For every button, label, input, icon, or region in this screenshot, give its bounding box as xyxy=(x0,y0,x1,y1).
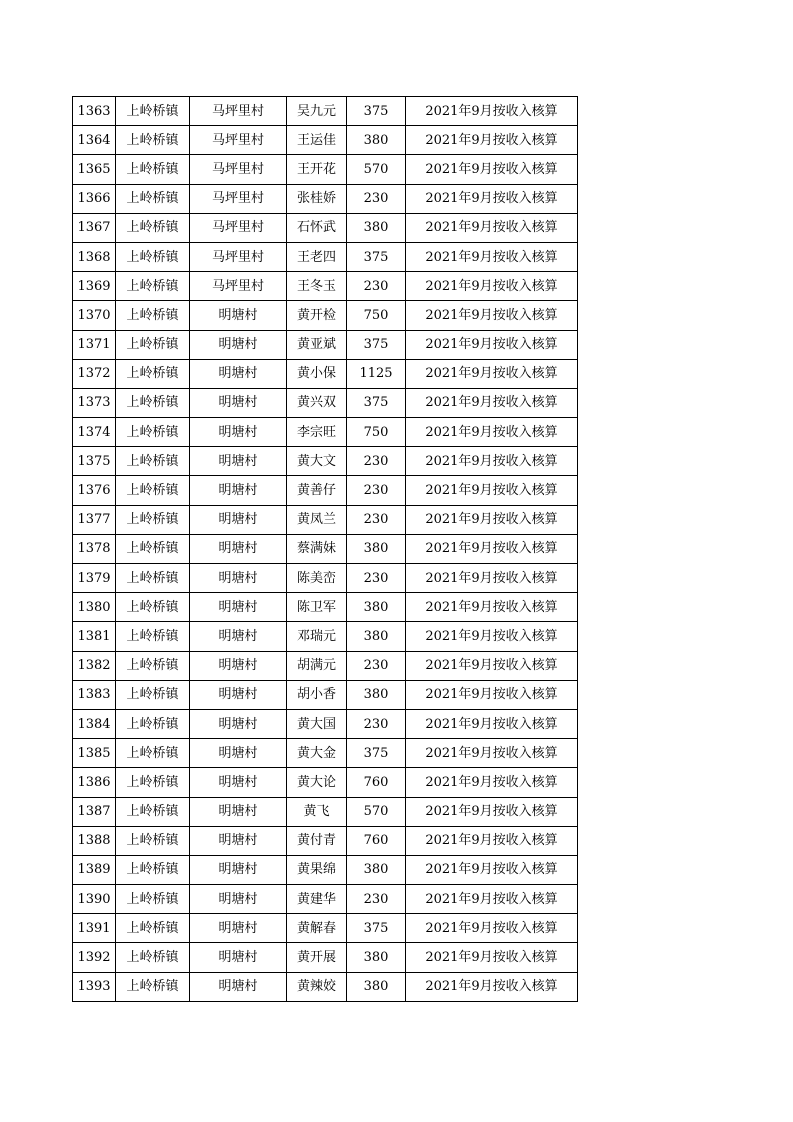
row-number-cell: 1370 xyxy=(73,301,116,330)
table-row xyxy=(73,272,578,301)
amount-cell: 380 xyxy=(347,213,406,242)
village-cell: 马坪里村 xyxy=(190,97,287,126)
row-number-cell: 1378 xyxy=(73,534,116,563)
village-cell: 马坪里村 xyxy=(190,242,287,271)
town-cell: 上岭桥镇 xyxy=(116,301,190,330)
town-cell: 上岭桥镇 xyxy=(116,885,190,914)
note-cell: 2021年9月按收入核算 xyxy=(406,505,578,534)
row-number-cell: 1375 xyxy=(73,447,116,476)
village-cell: 明塘村 xyxy=(190,709,287,738)
person-name-cell: 黄解春 xyxy=(287,914,347,943)
row-number-cell: 1383 xyxy=(73,680,116,709)
row-number-cell: 1389 xyxy=(73,855,116,884)
note-cell: 2021年9月按收入核算 xyxy=(406,914,578,943)
town-cell: 上岭桥镇 xyxy=(116,213,190,242)
person-name-cell: 黄善仔 xyxy=(287,476,347,505)
table-row xyxy=(73,505,578,534)
person-name-cell: 吴九元 xyxy=(287,97,347,126)
person-name-cell: 王运佳 xyxy=(287,126,347,155)
table-row xyxy=(73,680,578,709)
row-number-cell: 1386 xyxy=(73,768,116,797)
row-number-cell: 1392 xyxy=(73,943,116,972)
note-cell: 2021年9月按收入核算 xyxy=(406,739,578,768)
amount-cell: 230 xyxy=(347,447,406,476)
note-cell: 2021年9月按收入核算 xyxy=(406,885,578,914)
amount-cell: 1125 xyxy=(347,359,406,388)
town-cell: 上岭桥镇 xyxy=(116,797,190,826)
town-cell: 上岭桥镇 xyxy=(116,826,190,855)
amount-cell: 380 xyxy=(347,680,406,709)
row-number-cell: 1368 xyxy=(73,242,116,271)
table-row xyxy=(73,126,578,155)
table-row xyxy=(73,855,578,884)
row-number-cell: 1388 xyxy=(73,826,116,855)
town-cell: 上岭桥镇 xyxy=(116,914,190,943)
note-cell: 2021年9月按收入核算 xyxy=(406,476,578,505)
person-name-cell: 王开花 xyxy=(287,155,347,184)
note-cell: 2021年9月按收入核算 xyxy=(406,213,578,242)
town-cell: 上岭桥镇 xyxy=(116,972,190,1001)
town-cell: 上岭桥镇 xyxy=(116,534,190,563)
amount-cell: 380 xyxy=(347,534,406,563)
amount-cell: 375 xyxy=(347,739,406,768)
amount-cell: 380 xyxy=(347,126,406,155)
note-cell: 2021年9月按收入核算 xyxy=(406,826,578,855)
row-number-cell: 1381 xyxy=(73,622,116,651)
note-cell: 2021年9月按收入核算 xyxy=(406,855,578,884)
person-name-cell: 胡满元 xyxy=(287,651,347,680)
row-number-cell: 1367 xyxy=(73,213,116,242)
person-name-cell: 黄开展 xyxy=(287,943,347,972)
row-number-cell: 1391 xyxy=(73,914,116,943)
amount-cell: 380 xyxy=(347,855,406,884)
row-number-cell: 1382 xyxy=(73,651,116,680)
table-row xyxy=(73,651,578,680)
table-row xyxy=(73,709,578,738)
village-cell: 明塘村 xyxy=(190,359,287,388)
person-name-cell: 黄开检 xyxy=(287,301,347,330)
table-row xyxy=(73,593,578,622)
amount-cell: 375 xyxy=(347,914,406,943)
village-cell: 明塘村 xyxy=(190,855,287,884)
person-name-cell: 黄凤兰 xyxy=(287,505,347,534)
note-cell: 2021年9月按收入核算 xyxy=(406,447,578,476)
town-cell: 上岭桥镇 xyxy=(116,330,190,359)
village-cell: 明塘村 xyxy=(190,797,287,826)
note-cell: 2021年9月按收入核算 xyxy=(406,534,578,563)
person-name-cell: 陈美峦 xyxy=(287,564,347,593)
village-cell: 明塘村 xyxy=(190,564,287,593)
town-cell: 上岭桥镇 xyxy=(116,184,190,213)
table-row xyxy=(73,534,578,563)
town-cell: 上岭桥镇 xyxy=(116,651,190,680)
person-name-cell: 黄大论 xyxy=(287,768,347,797)
note-cell: 2021年9月按收入核算 xyxy=(406,330,578,359)
table-row xyxy=(73,943,578,972)
table-row xyxy=(73,739,578,768)
note-cell: 2021年9月按收入核算 xyxy=(406,680,578,709)
amount-cell: 375 xyxy=(347,97,406,126)
note-cell: 2021年9月按收入核算 xyxy=(406,797,578,826)
village-cell: 马坪里村 xyxy=(190,126,287,155)
town-cell: 上岭桥镇 xyxy=(116,709,190,738)
table-row xyxy=(73,797,578,826)
town-cell: 上岭桥镇 xyxy=(116,272,190,301)
person-name-cell: 张桂娇 xyxy=(287,184,347,213)
table-row xyxy=(73,213,578,242)
amount-cell: 230 xyxy=(347,184,406,213)
table-row xyxy=(73,826,578,855)
person-name-cell: 胡小香 xyxy=(287,680,347,709)
note-cell: 2021年9月按收入核算 xyxy=(406,359,578,388)
person-name-cell: 黄付青 xyxy=(287,826,347,855)
town-cell: 上岭桥镇 xyxy=(116,593,190,622)
village-cell: 明塘村 xyxy=(190,680,287,709)
person-name-cell: 黄兴双 xyxy=(287,388,347,417)
village-cell: 明塘村 xyxy=(190,826,287,855)
village-cell: 明塘村 xyxy=(190,301,287,330)
row-number-cell: 1366 xyxy=(73,184,116,213)
person-name-cell: 李宗旺 xyxy=(287,418,347,447)
village-cell: 明塘村 xyxy=(190,651,287,680)
town-cell: 上岭桥镇 xyxy=(116,680,190,709)
table-row xyxy=(73,447,578,476)
row-number-cell: 1393 xyxy=(73,972,116,1001)
row-number-cell: 1373 xyxy=(73,388,116,417)
row-number-cell: 1363 xyxy=(73,97,116,126)
note-cell: 2021年9月按收入核算 xyxy=(406,593,578,622)
note-cell: 2021年9月按收入核算 xyxy=(406,184,578,213)
person-name-cell: 黄大金 xyxy=(287,739,347,768)
note-cell: 2021年9月按收入核算 xyxy=(406,418,578,447)
amount-cell: 230 xyxy=(347,564,406,593)
town-cell: 上岭桥镇 xyxy=(116,242,190,271)
town-cell: 上岭桥镇 xyxy=(116,855,190,884)
row-number-cell: 1390 xyxy=(73,885,116,914)
note-cell: 2021年9月按收入核算 xyxy=(406,242,578,271)
person-name-cell: 黄小保 xyxy=(287,359,347,388)
town-cell: 上岭桥镇 xyxy=(116,388,190,417)
person-name-cell: 石怀武 xyxy=(287,213,347,242)
row-number-cell: 1387 xyxy=(73,797,116,826)
table-row xyxy=(73,330,578,359)
amount-cell: 375 xyxy=(347,330,406,359)
row-number-cell: 1380 xyxy=(73,593,116,622)
row-number-cell: 1371 xyxy=(73,330,116,359)
note-cell: 2021年9月按收入核算 xyxy=(406,564,578,593)
row-number-cell: 1376 xyxy=(73,476,116,505)
note-cell: 2021年9月按收入核算 xyxy=(406,709,578,738)
table-row xyxy=(73,972,578,1001)
table-row xyxy=(73,388,578,417)
table-row xyxy=(73,184,578,213)
amount-cell: 380 xyxy=(347,972,406,1001)
person-name-cell: 黄建华 xyxy=(287,885,347,914)
town-cell: 上岭桥镇 xyxy=(116,126,190,155)
village-cell: 马坪里村 xyxy=(190,213,287,242)
note-cell: 2021年9月按收入核算 xyxy=(406,388,578,417)
village-cell: 明塘村 xyxy=(190,972,287,1001)
note-cell: 2021年9月按收入核算 xyxy=(406,155,578,184)
village-cell: 明塘村 xyxy=(190,447,287,476)
row-number-cell: 1372 xyxy=(73,359,116,388)
table-body xyxy=(73,97,578,1002)
subsidy-table xyxy=(72,96,578,1002)
village-cell: 明塘村 xyxy=(190,622,287,651)
person-name-cell: 黄大国 xyxy=(287,709,347,738)
town-cell: 上岭桥镇 xyxy=(116,564,190,593)
person-name-cell: 黄果绵 xyxy=(287,855,347,884)
person-name-cell: 黄辣姣 xyxy=(287,972,347,1001)
village-cell: 明塘村 xyxy=(190,476,287,505)
amount-cell: 760 xyxy=(347,768,406,797)
note-cell: 2021年9月按收入核算 xyxy=(406,651,578,680)
town-cell: 上岭桥镇 xyxy=(116,768,190,797)
row-number-cell: 1384 xyxy=(73,709,116,738)
table-row xyxy=(73,564,578,593)
village-cell: 明塘村 xyxy=(190,885,287,914)
row-number-cell: 1374 xyxy=(73,418,116,447)
town-cell: 上岭桥镇 xyxy=(116,155,190,184)
village-cell: 马坪里村 xyxy=(190,155,287,184)
note-cell: 2021年9月按收入核算 xyxy=(406,972,578,1001)
person-name-cell: 王老四 xyxy=(287,242,347,271)
table-row xyxy=(73,885,578,914)
note-cell: 2021年9月按收入核算 xyxy=(406,943,578,972)
amount-cell: 570 xyxy=(347,797,406,826)
table-row xyxy=(73,242,578,271)
amount-cell: 230 xyxy=(347,651,406,680)
amount-cell: 570 xyxy=(347,155,406,184)
village-cell: 明塘村 xyxy=(190,593,287,622)
table-row xyxy=(73,418,578,447)
village-cell: 明塘村 xyxy=(190,768,287,797)
town-cell: 上岭桥镇 xyxy=(116,359,190,388)
village-cell: 明塘村 xyxy=(190,388,287,417)
village-cell: 马坪里村 xyxy=(190,272,287,301)
amount-cell: 750 xyxy=(347,418,406,447)
person-name-cell: 蔡满妹 xyxy=(287,534,347,563)
table-row xyxy=(73,476,578,505)
village-cell: 明塘村 xyxy=(190,418,287,447)
town-cell: 上岭桥镇 xyxy=(116,622,190,651)
amount-cell: 750 xyxy=(347,301,406,330)
table-row xyxy=(73,97,578,126)
row-number-cell: 1377 xyxy=(73,505,116,534)
person-name-cell: 黄飞 xyxy=(287,797,347,826)
note-cell: 2021年9月按收入核算 xyxy=(406,622,578,651)
amount-cell: 230 xyxy=(347,476,406,505)
village-cell: 马坪里村 xyxy=(190,184,287,213)
amount-cell: 380 xyxy=(347,943,406,972)
amount-cell: 760 xyxy=(347,826,406,855)
village-cell: 明塘村 xyxy=(190,330,287,359)
village-cell: 明塘村 xyxy=(190,534,287,563)
note-cell: 2021年9月按收入核算 xyxy=(406,97,578,126)
town-cell: 上岭桥镇 xyxy=(116,943,190,972)
note-cell: 2021年9月按收入核算 xyxy=(406,126,578,155)
amount-cell: 375 xyxy=(347,242,406,271)
person-name-cell: 王冬玉 xyxy=(287,272,347,301)
table-row xyxy=(73,768,578,797)
row-number-cell: 1364 xyxy=(73,126,116,155)
note-cell: 2021年9月按收入核算 xyxy=(406,301,578,330)
person-name-cell: 陈卫军 xyxy=(287,593,347,622)
table-row xyxy=(73,359,578,388)
table-row xyxy=(73,914,578,943)
town-cell: 上岭桥镇 xyxy=(116,418,190,447)
village-cell: 明塘村 xyxy=(190,505,287,534)
note-cell: 2021年9月按收入核算 xyxy=(406,768,578,797)
table-row xyxy=(73,622,578,651)
note-cell: 2021年9月按收入核算 xyxy=(406,272,578,301)
amount-cell: 230 xyxy=(347,505,406,534)
amount-cell: 380 xyxy=(347,622,406,651)
amount-cell: 375 xyxy=(347,388,406,417)
town-cell: 上岭桥镇 xyxy=(116,476,190,505)
village-cell: 明塘村 xyxy=(190,943,287,972)
town-cell: 上岭桥镇 xyxy=(116,739,190,768)
amount-cell: 230 xyxy=(347,885,406,914)
table-row xyxy=(73,155,578,184)
amount-cell: 230 xyxy=(347,272,406,301)
village-cell: 明塘村 xyxy=(190,739,287,768)
row-number-cell: 1365 xyxy=(73,155,116,184)
town-cell: 上岭桥镇 xyxy=(116,505,190,534)
amount-cell: 380 xyxy=(347,593,406,622)
town-cell: 上岭桥镇 xyxy=(116,97,190,126)
amount-cell: 230 xyxy=(347,709,406,738)
row-number-cell: 1385 xyxy=(73,739,116,768)
person-name-cell: 黄亚斌 xyxy=(287,330,347,359)
row-number-cell: 1369 xyxy=(73,272,116,301)
person-name-cell: 黄大文 xyxy=(287,447,347,476)
village-cell: 明塘村 xyxy=(190,914,287,943)
town-cell: 上岭桥镇 xyxy=(116,447,190,476)
row-number-cell: 1379 xyxy=(73,564,116,593)
person-name-cell: 邓瑞元 xyxy=(287,622,347,651)
table-row xyxy=(73,301,578,330)
